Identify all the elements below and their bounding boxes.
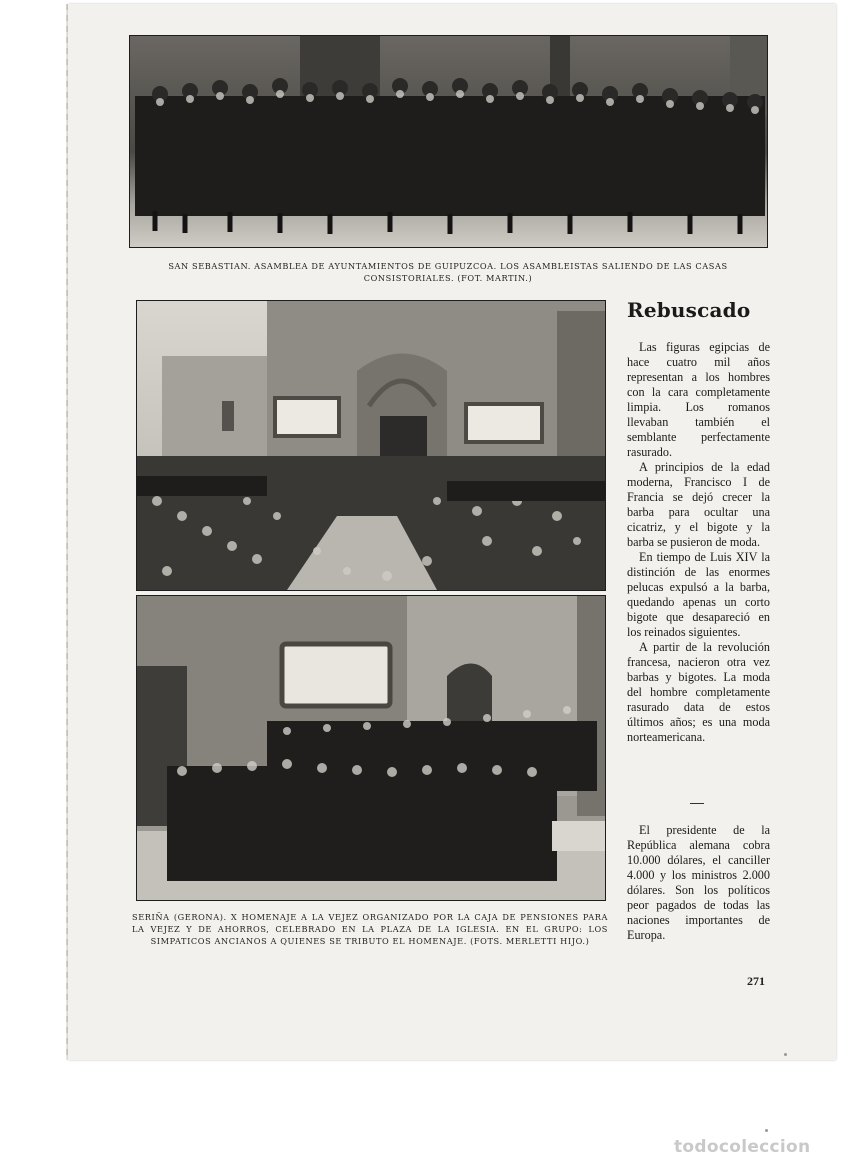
article-paragraph: En tiempo de Luis XIV la distinción de las enormes pelucas expulsó a la barba, quedando apenas un corto bigote que desapareció en los reinados siguientes. [627,550,770,639]
photo-plaza-crowd [136,300,606,591]
print-speck [765,1129,768,1132]
photo-assembly-group [129,35,768,248]
article-title: Rebuscado [627,298,751,322]
watermark-logo: todocoleccion [674,1137,811,1157]
article-paragraph: El presidente de la República alemana cobra 10.000 dólares, el canciller 4.000 y los ministros 2.000 dólares. Son los políticos peor pagados de todas las naciones importantes de Europa. [627,823,770,942]
article-body [627,340,770,745]
caption-top-photo: SAN SEBASTIAN. ASAMBLEA DE AYUNTAMIENTOS DE GUIPUZCOA. LOS ASAMBLEISTAS SALIENDO DE LAS CASAS CONSISTORIALES. (FOT. MARTIN.) [168,261,728,283]
article-paragraph: Las figuras egipcias de hace cuatro mil años representan a los hombres con la cara completamente limpia. Los romanos llevaban también el semblante perfectamente rasurado. [627,340,770,459]
article-paragraph: A principios de la edad moderna, Francisco I de Francia se dejó crecer la barba para ocultar una cicatriz, y el bigote y la barba se pusieron de moda. [627,460,770,549]
article-note [627,823,770,943]
page-number: 271 [747,974,765,988]
photo-elderly-group [136,595,606,901]
article-paragraph: A partir de la revolución francesa, nacieron otra vez barbas y bigotes. La moda del hombre completamente rasurado data de estos últimos años; es una moda norteamericana. [627,640,770,744]
section-separator [690,803,704,804]
caption-bottom-photos: SERIÑA (GERONA). X HOMENAJE A LA VEJEZ ORGANIZADO POR LA CAJA DE PENSIONES PARA LA VEJEZ Y DE AHORROS, CELEBRADO EN LA PLAZA DE LA IGLESIA. EN EL GRUPO: LOS SIMPATICOS ANCIANOS A QUIENES SE TRIBUTO EL HOMENAJE. (FOTS. MERLETTI HIJO.) [132,912,608,946]
print-speck [784,1053,787,1056]
